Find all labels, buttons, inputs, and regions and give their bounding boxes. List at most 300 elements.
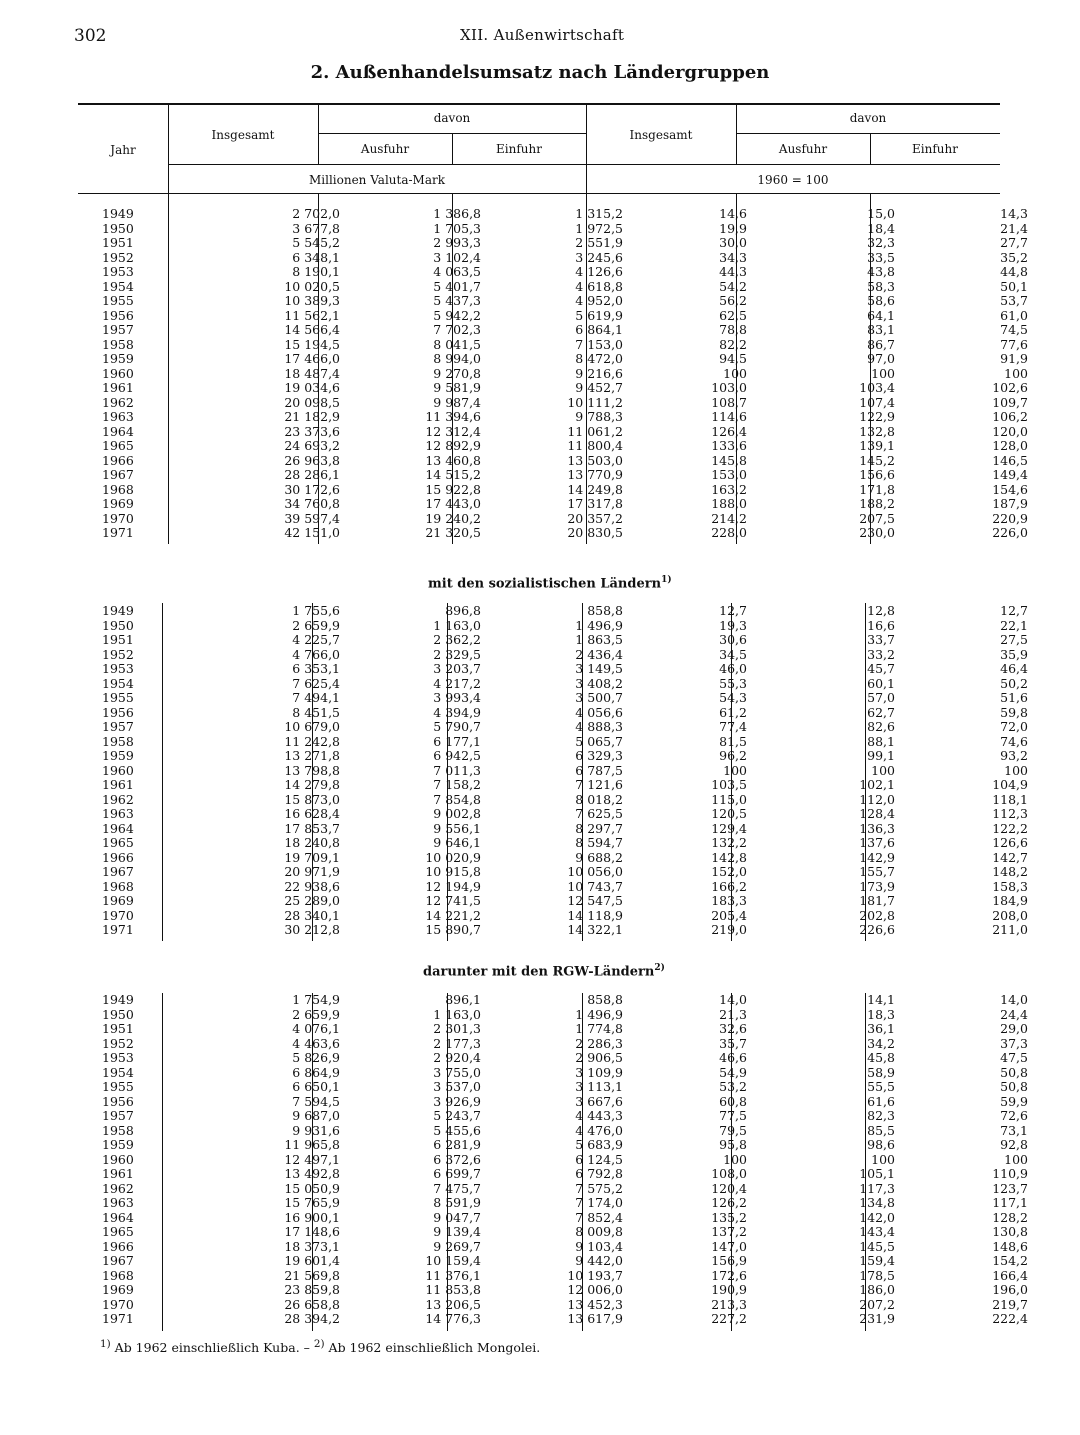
footnote-ref: 2) bbox=[654, 963, 665, 973]
table-row bbox=[78, 1267, 1028, 1284]
einfuhr-idx-cell: 110,9 bbox=[992, 1166, 1028, 1181]
year-cell: 1961 bbox=[102, 777, 134, 792]
einfuhr-abs-cell: 4 952,0 bbox=[575, 293, 623, 308]
einfuhr-idx-cell: 208,0 bbox=[992, 907, 1028, 923]
insgesamt-idx-cell: 60,8 bbox=[719, 1093, 747, 1109]
running-head: XII. Außenwirtschaft bbox=[460, 26, 625, 44]
ausfuhr-idx-cell: 16,6 bbox=[867, 617, 895, 633]
insgesamt-idx-cell: 228,0 bbox=[711, 525, 747, 540]
insgesamt-idx-cell: 205,4 bbox=[711, 907, 747, 923]
section-title-text: mit den sozialistischen Ländern bbox=[428, 576, 662, 592]
insgesamt-idx-cell: 54,3 bbox=[719, 690, 747, 705]
einfuhr-idx-cell: 29,0 bbox=[1000, 1021, 1028, 1036]
einfuhr-idx-cell: 21,4 bbox=[1000, 220, 1028, 236]
einfuhr-idx-cell: 100 bbox=[1004, 1151, 1028, 1167]
header-ausfuhr-idx: Ausfuhr bbox=[778, 142, 828, 156]
year-cell: 1952 bbox=[102, 1035, 134, 1051]
insgesamt-idx-cell: 120,5 bbox=[711, 806, 747, 821]
ausfuhr-idx-cell: 64,1 bbox=[867, 307, 895, 323]
insgesamt-abs-cell: 14 566,4 bbox=[284, 322, 340, 337]
year-cell: 1970 bbox=[102, 1296, 134, 1312]
ausfuhr-abs-cell: 1 705,3 bbox=[433, 220, 481, 236]
insgesamt-abs-cell: 9 687,0 bbox=[292, 1108, 340, 1123]
insgesamt-idx-cell: 96,2 bbox=[719, 748, 747, 763]
ausfuhr-idx-cell: 33,7 bbox=[867, 632, 895, 647]
einfuhr-idx-cell: 128,0 bbox=[992, 438, 1028, 453]
einfuhr-abs-cell: 10 193,7 bbox=[567, 1267, 623, 1283]
table-row bbox=[78, 220, 1028, 237]
insgesamt-idx-cell: 35,7 bbox=[719, 1035, 747, 1051]
year-cell: 1949 bbox=[102, 206, 134, 221]
insgesamt-abs-cell: 28 286,1 bbox=[284, 467, 340, 482]
year-cell: 1965 bbox=[102, 835, 134, 850]
einfuhr-abs-cell: 8 009,8 bbox=[575, 1224, 623, 1239]
ausfuhr-idx-cell: 132,8 bbox=[859, 423, 895, 439]
data-block-socialist bbox=[78, 603, 1028, 938]
ausfuhr-idx-cell: 231,9 bbox=[859, 1311, 895, 1326]
einfuhr-idx-cell: 92,8 bbox=[1000, 1137, 1028, 1152]
einfuhr-abs-cell: 17 317,8 bbox=[567, 496, 623, 511]
year-cell: 1954 bbox=[102, 675, 134, 691]
ausfuhr-abs-cell: 13 206,5 bbox=[425, 1296, 481, 1312]
ausfuhr-abs-cell: 9 002,8 bbox=[433, 806, 481, 821]
ausfuhr-abs-cell: 8 041,5 bbox=[433, 336, 481, 352]
einfuhr-idx-cell: 211,0 bbox=[992, 922, 1028, 937]
einfuhr-abs-cell: 11 800,4 bbox=[567, 438, 623, 453]
year-cell: 1966 bbox=[102, 452, 134, 468]
einfuhr-abs-cell: 7 575,2 bbox=[575, 1180, 623, 1196]
insgesamt-abs-cell: 15 873,0 bbox=[284, 791, 340, 807]
insgesamt-idx-cell: 46,0 bbox=[719, 661, 747, 676]
insgesamt-idx-cell: 132,2 bbox=[711, 835, 747, 850]
insgesamt-idx-cell: 137,2 bbox=[711, 1224, 747, 1239]
einfuhr-idx-cell: 50,1 bbox=[1000, 278, 1028, 294]
insgesamt-abs-cell: 13 492,8 bbox=[284, 1166, 340, 1181]
einfuhr-idx-cell: 35,9 bbox=[1000, 646, 1028, 662]
einfuhr-abs-cell: 9 442,0 bbox=[575, 1253, 623, 1268]
year-cell: 1964 bbox=[102, 423, 134, 439]
insgesamt-abs-cell: 18 373,1 bbox=[284, 1238, 340, 1254]
ausfuhr-abs-cell: 6 699,7 bbox=[433, 1166, 481, 1181]
einfuhr-abs-cell: 13 452,3 bbox=[567, 1296, 623, 1312]
einfuhr-abs-cell: 4 443,3 bbox=[575, 1108, 623, 1123]
insgesamt-idx-cell: 30,6 bbox=[719, 632, 747, 647]
ausfuhr-abs-cell: 6 281,9 bbox=[433, 1137, 481, 1152]
einfuhr-idx-cell: 93,2 bbox=[1000, 748, 1028, 763]
ausfuhr-idx-cell: 207,5 bbox=[859, 510, 895, 526]
insgesamt-abs-cell: 18 487,4 bbox=[284, 365, 340, 381]
insgesamt-abs-cell: 8 190,1 bbox=[292, 264, 340, 279]
table-row bbox=[78, 1050, 1028, 1066]
ausfuhr-idx-cell: 61,6 bbox=[867, 1093, 895, 1109]
insgesamt-idx-cell: 54,2 bbox=[719, 278, 747, 294]
ausfuhr-idx-cell: 83,1 bbox=[867, 322, 895, 337]
ausfuhr-idx-cell: 55,5 bbox=[867, 1079, 895, 1094]
einfuhr-abs-cell: 9 788,3 bbox=[575, 409, 623, 424]
einfuhr-abs-cell: 5 065,7 bbox=[575, 733, 623, 749]
einfuhr-abs-cell: 5 683,9 bbox=[575, 1137, 623, 1152]
einfuhr-abs-cell: 13 770,9 bbox=[567, 467, 623, 482]
einfuhr-idx-cell: 118,1 bbox=[992, 791, 1028, 807]
ausfuhr-idx-cell: 171,8 bbox=[859, 481, 895, 497]
einfuhr-abs-cell: 2 906,5 bbox=[575, 1050, 623, 1065]
insgesamt-idx-cell: 30,0 bbox=[719, 235, 747, 250]
einfuhr-idx-cell: 22,1 bbox=[1000, 617, 1028, 633]
table-row bbox=[78, 791, 1028, 808]
insgesamt-abs-cell: 6 348,1 bbox=[292, 249, 340, 265]
table-row bbox=[78, 380, 1028, 396]
einfuhr-abs-cell: 3 408,2 bbox=[575, 675, 623, 691]
ausfuhr-idx-cell: 100 bbox=[871, 365, 895, 381]
ausfuhr-idx-cell: 86,7 bbox=[867, 336, 895, 352]
year-cell: 1955 bbox=[102, 293, 134, 308]
insgesamt-idx-cell: 53,2 bbox=[719, 1079, 747, 1094]
insgesamt-abs-cell: 6 864,9 bbox=[292, 1064, 340, 1080]
einfuhr-idx-cell: 148,2 bbox=[992, 864, 1028, 879]
header-ausfuhr-abs: Ausfuhr bbox=[360, 142, 410, 156]
insgesamt-abs-cell: 1 754,9 bbox=[292, 992, 340, 1007]
einfuhr-idx-cell: 104,9 bbox=[992, 777, 1028, 792]
insgesamt-abs-cell: 10 679,0 bbox=[284, 719, 340, 734]
footnote-marker: 2) bbox=[313, 1338, 325, 1350]
table-row bbox=[78, 438, 1028, 454]
insgesamt-abs-cell: 17 853,7 bbox=[284, 820, 340, 836]
einfuhr-idx-cell: 72,0 bbox=[1000, 719, 1028, 734]
insgesamt-abs-cell: 34 760,8 bbox=[284, 496, 340, 511]
einfuhr-idx-cell: 122,2 bbox=[992, 820, 1028, 836]
header-einfuhr-abs: Einfuhr bbox=[496, 142, 542, 156]
einfuhr-idx-cell: 146,5 bbox=[992, 452, 1028, 468]
year-cell: 1950 bbox=[102, 1006, 134, 1022]
einfuhr-abs-cell: 2 551,9 bbox=[575, 235, 623, 250]
ausfuhr-abs-cell: 1 163,0 bbox=[433, 617, 481, 633]
footnote-marker: 1) bbox=[100, 1338, 111, 1350]
ausfuhr-abs-cell: 3 203,7 bbox=[433, 661, 481, 676]
ausfuhr-abs-cell: 13 460,8 bbox=[425, 452, 481, 468]
ausfuhr-idx-cell: 112,0 bbox=[859, 791, 895, 807]
ausfuhr-idx-cell: 32,3 bbox=[867, 235, 895, 250]
einfuhr-abs-cell: 6 792,8 bbox=[575, 1166, 623, 1181]
insgesamt-idx-cell: 94,5 bbox=[719, 351, 747, 366]
insgesamt-idx-cell: 114,6 bbox=[711, 409, 747, 424]
year-cell: 1961 bbox=[102, 380, 134, 395]
year-cell: 1964 bbox=[102, 820, 134, 836]
insgesamt-idx-cell: 82,2 bbox=[719, 336, 747, 352]
ausfuhr-idx-cell: 145,2 bbox=[859, 452, 895, 468]
insgesamt-idx-cell: 61,2 bbox=[719, 704, 747, 720]
ausfuhr-idx-cell: 100 bbox=[871, 1151, 895, 1167]
ausfuhr-abs-cell: 7 475,7 bbox=[433, 1180, 481, 1196]
einfuhr-idx-cell: 74,6 bbox=[1000, 733, 1028, 749]
insgesamt-abs-cell: 19 034,6 bbox=[284, 380, 340, 395]
table-row bbox=[78, 1166, 1028, 1182]
insgesamt-idx-cell: 219,0 bbox=[711, 922, 747, 937]
table-row bbox=[78, 1253, 1028, 1269]
ausfuhr-abs-cell: 10 020,9 bbox=[425, 849, 481, 865]
table-row bbox=[78, 806, 1028, 822]
year-cell: 1971 bbox=[102, 922, 134, 937]
header-insgesamt-idx: Insgesamt bbox=[629, 128, 693, 142]
einfuhr-idx-cell: 149,4 bbox=[992, 467, 1028, 482]
year-cell: 1949 bbox=[102, 992, 134, 1007]
einfuhr-abs-cell: 14 322,1 bbox=[567, 922, 623, 937]
insgesamt-abs-cell: 6 353,1 bbox=[292, 661, 340, 676]
year-cell: 1957 bbox=[102, 1108, 134, 1123]
ausfuhr-idx-cell: 186,0 bbox=[859, 1282, 895, 1297]
table-row bbox=[78, 762, 1028, 779]
ausfuhr-idx-cell: 102,1 bbox=[859, 777, 895, 792]
einfuhr-abs-cell: 6 329,3 bbox=[575, 748, 623, 763]
einfuhr-idx-cell: 74,5 bbox=[1000, 322, 1028, 337]
insgesamt-idx-cell: 100 bbox=[723, 365, 747, 381]
ausfuhr-idx-cell: 58,3 bbox=[867, 278, 895, 294]
insgesamt-abs-cell: 15 050,9 bbox=[284, 1180, 340, 1196]
year-cell: 1971 bbox=[102, 1311, 134, 1326]
ausfuhr-idx-cell: 14,1 bbox=[867, 992, 895, 1007]
einfuhr-idx-cell: 50,8 bbox=[1000, 1079, 1028, 1094]
ausfuhr-idx-cell: 103,4 bbox=[859, 380, 895, 395]
einfuhr-idx-cell: 73,1 bbox=[1000, 1122, 1028, 1138]
table-row bbox=[78, 603, 1028, 619]
insgesamt-abs-cell: 4 766,0 bbox=[292, 646, 340, 662]
einfuhr-idx-cell: 154,6 bbox=[992, 481, 1028, 497]
ausfuhr-abs-cell: 1 386,8 bbox=[433, 206, 481, 221]
insgesamt-idx-cell: 19,3 bbox=[719, 617, 747, 633]
ausfuhr-abs-cell: 3 755,0 bbox=[433, 1064, 481, 1080]
data-block-rgw bbox=[78, 992, 1028, 1327]
einfuhr-abs-cell: 9 452,7 bbox=[575, 380, 623, 395]
year-cell: 1971 bbox=[102, 525, 134, 540]
section-title-text: darunter mit den RGW-Ländern bbox=[423, 964, 655, 980]
table-row bbox=[78, 878, 1028, 895]
einfuhr-idx-cell: 50,2 bbox=[1000, 675, 1028, 691]
ausfuhr-abs-cell: 8 591,9 bbox=[433, 1195, 481, 1210]
insgesamt-idx-cell: 95,8 bbox=[719, 1137, 747, 1152]
ausfuhr-abs-cell: 2 362,2 bbox=[433, 632, 481, 647]
ausfuhr-idx-cell: 62,7 bbox=[867, 704, 895, 720]
insgesamt-idx-cell: 14,6 bbox=[719, 206, 747, 221]
ausfuhr-abs-cell: 3 926,9 bbox=[433, 1093, 481, 1109]
insgesamt-abs-cell: 2 659,9 bbox=[292, 617, 340, 633]
table-row bbox=[78, 1209, 1028, 1226]
insgesamt-idx-cell: 135,2 bbox=[711, 1209, 747, 1225]
table-row bbox=[78, 849, 1028, 866]
einfuhr-idx-cell: 44,8 bbox=[1000, 264, 1028, 279]
year-cell: 1963 bbox=[102, 1195, 134, 1210]
einfuhr-abs-cell: 12 006,0 bbox=[567, 1282, 623, 1297]
year-cell: 1969 bbox=[102, 1282, 134, 1297]
table-row bbox=[78, 1195, 1028, 1211]
insgesamt-idx-cell: 126,4 bbox=[711, 423, 747, 439]
table-row bbox=[78, 893, 1028, 909]
einfuhr-idx-cell: 37,3 bbox=[1000, 1035, 1028, 1051]
insgesamt-abs-cell: 11 242,8 bbox=[284, 733, 340, 749]
ausfuhr-abs-cell: 3 537,0 bbox=[433, 1079, 481, 1094]
insgesamt-idx-cell: 56,2 bbox=[719, 293, 747, 308]
year-cell: 1962 bbox=[102, 1180, 134, 1196]
year-cell: 1951 bbox=[102, 1021, 134, 1036]
ausfuhr-abs-cell: 6 942,5 bbox=[433, 748, 481, 763]
insgesamt-abs-cell: 17 466,0 bbox=[284, 351, 340, 366]
ausfuhr-abs-cell: 3 102,4 bbox=[433, 249, 481, 265]
year-cell: 1968 bbox=[102, 878, 134, 894]
footnote-ref: 1) bbox=[661, 575, 672, 585]
ausfuhr-abs-cell: 11 394,6 bbox=[425, 409, 481, 424]
insgesamt-abs-cell: 10 389,3 bbox=[284, 293, 340, 308]
insgesamt-idx-cell: 108,0 bbox=[711, 1166, 747, 1181]
ausfuhr-idx-cell: 202,8 bbox=[859, 907, 895, 923]
insgesamt-idx-cell: 81,5 bbox=[719, 733, 747, 749]
table-title bbox=[0, 62, 1080, 83]
insgesamt-idx-cell: 55,3 bbox=[719, 675, 747, 691]
einfuhr-idx-cell: 35,2 bbox=[1000, 249, 1028, 265]
einfuhr-idx-cell: 130,8 bbox=[992, 1224, 1028, 1239]
insgesamt-abs-cell: 6 650,1 bbox=[292, 1079, 340, 1094]
einfuhr-abs-cell: 4 056,6 bbox=[575, 704, 623, 720]
year-cell: 1964 bbox=[102, 1209, 134, 1225]
ausfuhr-idx-cell: 100 bbox=[871, 762, 895, 778]
einfuhr-idx-cell: 72,6 bbox=[1000, 1108, 1028, 1123]
table-row bbox=[78, 690, 1028, 706]
ausfuhr-abs-cell: 9 646,1 bbox=[433, 835, 481, 850]
table-row bbox=[78, 617, 1028, 634]
einfuhr-abs-cell: 6 787,5 bbox=[575, 762, 623, 778]
einfuhr-abs-cell: 2 286,3 bbox=[575, 1035, 623, 1051]
ausfuhr-abs-cell: 5 942,2 bbox=[433, 307, 481, 323]
year-cell: 1951 bbox=[102, 235, 134, 250]
ausfuhr-abs-cell: 14 221,2 bbox=[425, 907, 481, 923]
insgesamt-abs-cell: 15 194,5 bbox=[284, 336, 340, 352]
einfuhr-abs-cell: 10 111,2 bbox=[567, 394, 623, 410]
einfuhr-abs-cell: 1 863,5 bbox=[575, 632, 623, 647]
year-cell: 1967 bbox=[102, 864, 134, 879]
table-row bbox=[78, 394, 1028, 411]
insgesamt-idx-cell: 214,2 bbox=[711, 510, 747, 526]
insgesamt-idx-cell: 227,2 bbox=[711, 1311, 747, 1326]
insgesamt-idx-cell: 19,9 bbox=[719, 220, 747, 236]
einfuhr-abs-cell: 7 852,4 bbox=[575, 1209, 623, 1225]
ausfuhr-idx-cell: 45,7 bbox=[867, 661, 895, 676]
einfuhr-idx-cell: 123,7 bbox=[992, 1180, 1028, 1196]
einfuhr-idx-cell: 46,4 bbox=[1000, 661, 1028, 676]
year-cell: 1967 bbox=[102, 467, 134, 482]
ausfuhr-abs-cell: 12 741,5 bbox=[425, 893, 481, 908]
ausfuhr-abs-cell: 9 139,4 bbox=[433, 1224, 481, 1239]
header-bottom-rule bbox=[78, 193, 1000, 194]
year-cell: 1958 bbox=[102, 1122, 134, 1138]
insgesamt-abs-cell: 4 225,7 bbox=[292, 632, 340, 647]
data-block-total bbox=[78, 206, 1028, 541]
ausfuhr-abs-cell: 9 269,7 bbox=[433, 1238, 481, 1254]
insgesamt-idx-cell: 147,0 bbox=[711, 1238, 747, 1254]
ausfuhr-idx-cell: 82,3 bbox=[867, 1108, 895, 1123]
year-cell: 1955 bbox=[102, 690, 134, 705]
einfuhr-idx-cell: 100 bbox=[1004, 762, 1028, 778]
insgesamt-abs-cell: 12 497,1 bbox=[284, 1151, 340, 1167]
ausfuhr-idx-cell: 230,0 bbox=[859, 525, 895, 540]
einfuhr-abs-cell: 12 547,5 bbox=[567, 893, 623, 908]
einfuhr-idx-cell: 222,4 bbox=[992, 1311, 1028, 1326]
ausfuhr-idx-cell: 33,5 bbox=[867, 249, 895, 265]
ausfuhr-idx-cell: 226,6 bbox=[859, 922, 895, 937]
insgesamt-abs-cell: 30 212,8 bbox=[284, 922, 340, 937]
ausfuhr-abs-cell: 12 892,9 bbox=[425, 438, 481, 453]
table-row bbox=[78, 661, 1028, 677]
table-row bbox=[78, 307, 1028, 324]
year-cell: 1957 bbox=[102, 719, 134, 734]
table-row bbox=[78, 1122, 1028, 1139]
ausfuhr-idx-cell: 143,4 bbox=[859, 1224, 895, 1239]
einfuhr-idx-cell: 12,7 bbox=[1000, 603, 1028, 618]
ausfuhr-idx-cell: 128,4 bbox=[859, 806, 895, 821]
ausfuhr-abs-cell: 19 240,2 bbox=[425, 510, 481, 526]
ausfuhr-abs-cell: 4 217,2 bbox=[433, 675, 481, 691]
insgesamt-abs-cell: 7 594,5 bbox=[292, 1093, 340, 1109]
table-row bbox=[78, 467, 1028, 483]
ausfuhr-idx-cell: 107,4 bbox=[859, 394, 895, 410]
einfuhr-idx-cell: 91,9 bbox=[1000, 351, 1028, 366]
ausfuhr-abs-cell: 9 556,1 bbox=[433, 820, 481, 836]
ausfuhr-abs-cell: 14 515,2 bbox=[425, 467, 481, 482]
einfuhr-idx-cell: 100 bbox=[1004, 365, 1028, 381]
table-row bbox=[78, 481, 1028, 498]
einfuhr-abs-cell: 6 864,1 bbox=[575, 322, 623, 337]
table-row bbox=[78, 1035, 1028, 1052]
page-number: 302 bbox=[74, 26, 107, 46]
einfuhr-idx-cell: 53,7 bbox=[1000, 293, 1028, 308]
table-row bbox=[78, 733, 1028, 750]
ausfuhr-abs-cell: 7 854,8 bbox=[433, 791, 481, 807]
insgesamt-abs-cell: 5 545,2 bbox=[292, 235, 340, 250]
einfuhr-idx-cell: 126,6 bbox=[992, 835, 1028, 850]
insgesamt-idx-cell: 172,6 bbox=[711, 1267, 747, 1283]
insgesamt-idx-cell: 32,6 bbox=[719, 1021, 747, 1036]
einfuhr-abs-cell: 20 830,5 bbox=[567, 525, 623, 540]
insgesamt-abs-cell: 19 709,1 bbox=[284, 849, 340, 865]
insgesamt-idx-cell: 188,0 bbox=[711, 496, 747, 511]
insgesamt-idx-cell: 12,7 bbox=[719, 603, 747, 618]
ausfuhr-abs-cell: 896,8 bbox=[445, 603, 481, 618]
year-cell: 1955 bbox=[102, 1079, 134, 1094]
insgesamt-abs-cell: 14 279,8 bbox=[284, 777, 340, 792]
table-row bbox=[78, 278, 1028, 295]
year-cell: 1960 bbox=[102, 1151, 134, 1167]
einfuhr-idx-cell: 50,8 bbox=[1000, 1064, 1028, 1080]
year-cell: 1953 bbox=[102, 264, 134, 279]
ausfuhr-idx-cell: 142,0 bbox=[859, 1209, 895, 1225]
ausfuhr-idx-cell: 60,1 bbox=[867, 675, 895, 691]
year-cell: 1963 bbox=[102, 806, 134, 821]
table-row bbox=[78, 1108, 1028, 1124]
insgesamt-abs-cell: 15 765,9 bbox=[284, 1195, 340, 1210]
insgesamt-abs-cell: 5 826,9 bbox=[292, 1050, 340, 1065]
year-cell: 1970 bbox=[102, 510, 134, 526]
ausfuhr-idx-cell: 18,3 bbox=[867, 1006, 895, 1022]
year-cell: 1951 bbox=[102, 632, 134, 647]
ausfuhr-idx-cell: 85,5 bbox=[867, 1122, 895, 1138]
insgesamt-idx-cell: 78,8 bbox=[719, 322, 747, 337]
einfuhr-idx-cell: 187,9 bbox=[992, 496, 1028, 511]
table-row bbox=[78, 322, 1028, 338]
einfuhr-idx-cell: 109,7 bbox=[992, 394, 1028, 410]
insgesamt-idx-cell: 79,5 bbox=[719, 1122, 747, 1138]
year-cell: 1956 bbox=[102, 1093, 134, 1109]
ausfuhr-idx-cell: 155,7 bbox=[859, 864, 895, 879]
table-row bbox=[78, 1151, 1028, 1168]
ausfuhr-idx-cell: 178,5 bbox=[859, 1267, 895, 1283]
insgesamt-idx-cell: 166,2 bbox=[711, 878, 747, 894]
einfuhr-abs-cell: 8 018,2 bbox=[575, 791, 623, 807]
